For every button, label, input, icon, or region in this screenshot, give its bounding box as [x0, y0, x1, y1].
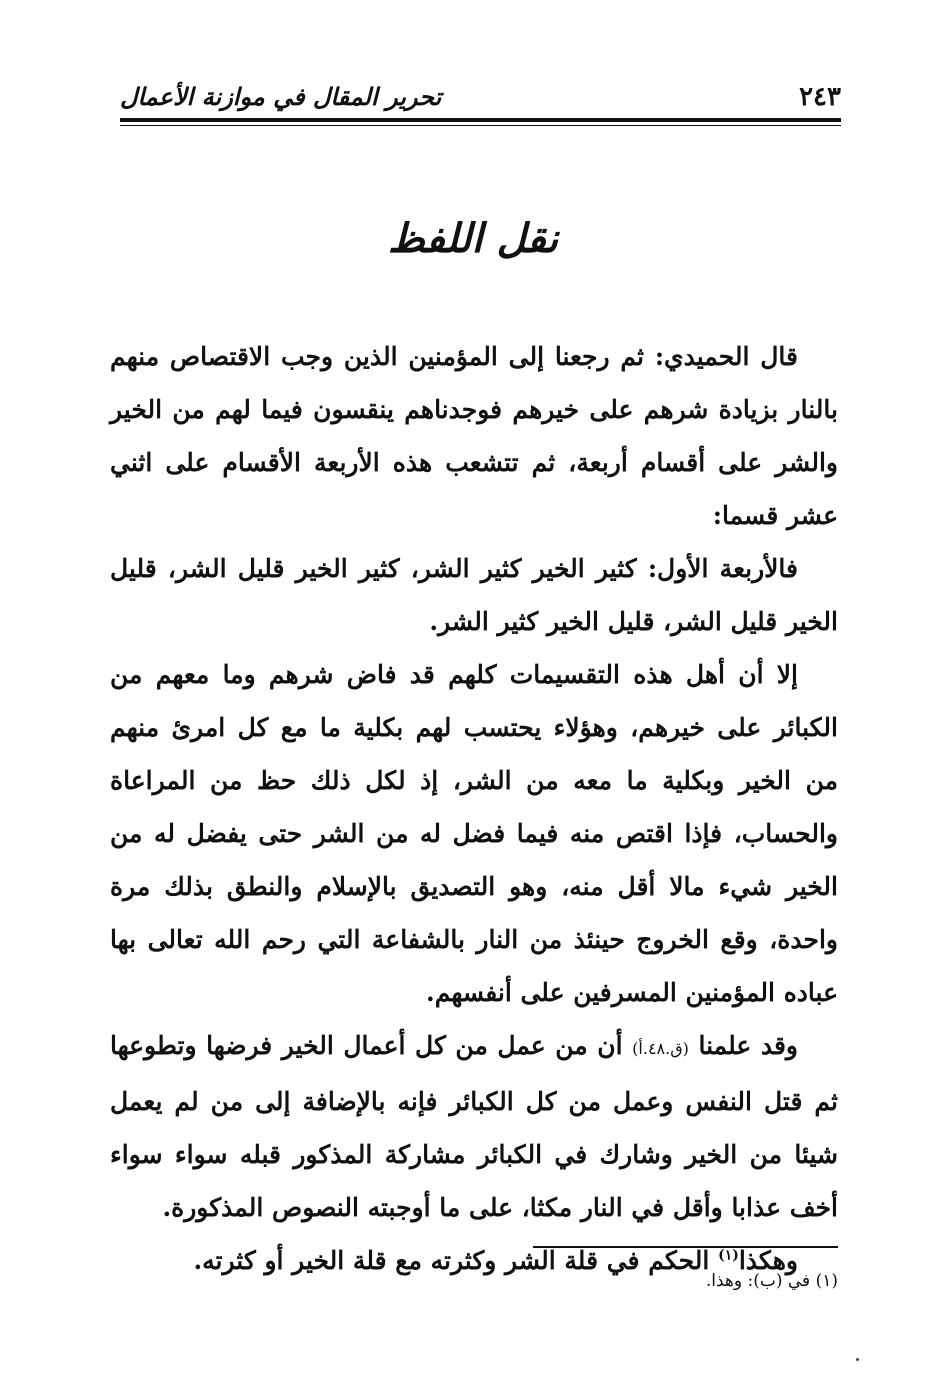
scan-speck: [856, 1358, 859, 1361]
header-rule-thin: [120, 125, 841, 126]
running-header: [120, 78, 841, 118]
footnote: (١) في (ب): وهذا.: [705, 1271, 838, 1291]
section-title: نقل اللفظ: [387, 215, 559, 262]
paragraph-4-rest: أن من عمل من كل أعمال الخير فرضها وتطوعها ثم قتل النفس وعمل من كل الكبائر فإنه بالإضافة إلى من لم يعمل شيئا من الخير وشارك في الكبائر مشاركة المذكور قبله سواء سواء أخف عذابا وأقل في النار مكثا، على ما أوجبته النصوص المذكورة.: [110, 1031, 838, 1222]
footnote-rule: [533, 1246, 838, 1248]
paragraph-4-start: وقد علمنا: [698, 1031, 798, 1060]
manuscript-reference: (ق.٤٨.أ): [632, 1039, 689, 1058]
paragraph-2: فالأربعة الأول: كثير الخير كثير الشر، كثير الخير قليل الشر، قليل الخير قليل الشر، قليل الخير كثير الشر.: [110, 554, 838, 636]
paragraph-5-rest: الحكم في قلة الشر وكثرته مع قلة الخير أو كثرته.: [193, 1246, 710, 1275]
footnote-marker: (١): [718, 1247, 739, 1264]
paragraph-1: قال الحميدي: ثم رجعنا إلى المؤمنين الذين وجب الاقتصاص منهم بالنار بزيادة شرهم على خيرهم فوجدناهم ينقسون فيما لهم من الخير والشر على أقسام أربعة، ثم تتشعب هذه الأربعة الأقسام على اثني عشر قسما:: [110, 342, 838, 530]
body-text: [110, 330, 838, 1287]
book-title: تحرير المقال في موازنة الأعمال: [120, 82, 442, 111]
paragraph-4: [110, 1019, 838, 1234]
paragraph-5-start: وهكذا: [738, 1246, 798, 1275]
paragraph-3: إلا أن أهل هذه التقسيمات كلهم قد فاض شرهم وما معهم من الكبائر على خيرهم، وهؤلاء يحتسب لهم بكلية ما مع كل امرئ منهم من الخير وبكلية ما معه من الشر، إذ لكل ذلك حظ من المراعاة والحساب، فإذا اقتص منه فيما فضل له من الشر حتى يفضل له من الخير شيء مالا أقل منه، وهو التصديق بالإسلام والنطق بذلك مرة واحدة، وقع الخروج حينئذ من النار بالشفاعة التي رحم الله تعالى بها عباده المؤمنين المسرفين على أنفسهم.: [110, 660, 838, 1007]
header-rule: [120, 118, 841, 122]
page-number: ٢٤٣: [799, 82, 841, 112]
